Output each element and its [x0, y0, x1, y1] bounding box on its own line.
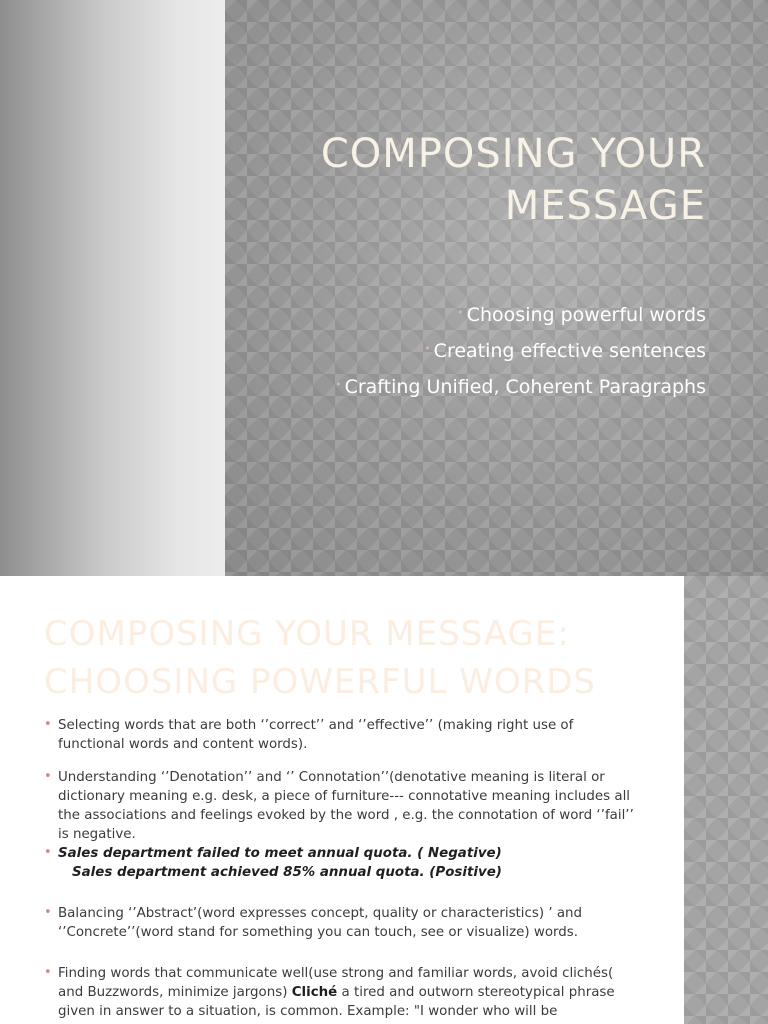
- bullet-item: • Balancing ‘’Abstract’(word expresses concept, quality or characteristics) ’ and ‘’Concrete’’(word stand for something you can touch, see or visualize) words.: [44, 905, 583, 940]
- example-positive-line: [44, 863, 642, 882]
- bullet-icon: •: [335, 378, 342, 391]
- bullet-icon: •: [44, 769, 52, 784]
- bullet-icon: •: [44, 905, 52, 920]
- slide-1-gradient-panel: [0, 0, 225, 576]
- bullet-item: • Selecting words that are both ‘’correct’’ and ‘’effective’’ (making right use of functional words and content words).: [44, 717, 574, 752]
- slide-1-bullet-list: [246, 296, 706, 404]
- bullet-icon: •: [424, 342, 431, 355]
- bullet-icon: •: [44, 845, 52, 860]
- example-positive: Sales department achieved 85% annual quota. (Positive): [72, 865, 502, 880]
- slide-2-body: [44, 716, 642, 1021]
- bullet-item: • Understanding ‘’Denotation’’ and ‘’ Connotation’’(denotative meaning is literal or dictionary meaning e.g. desk, a piece of furniture--- connotative meaning includes all the associations and feelings evoked by the word , e.g. the connotation of word ‘’fail’’ is negative.: [44, 769, 634, 842]
- bullet-item: [44, 844, 642, 863]
- bullet-icon: •: [44, 965, 52, 980]
- cliche-term: Cliché: [291, 985, 338, 1000]
- bullet-icon: •: [44, 717, 52, 732]
- slide-1-bullet-item: • Choosing powerful words: [457, 304, 706, 326]
- slide-2-pattern-strip: [684, 576, 768, 1024]
- slide-1-pattern-panel: [225, 0, 768, 576]
- slide-2-title: COMPOSING YOUR MESSAGE: CHOOSING POWERFUL WORDS: [44, 614, 596, 702]
- slide-2: [0, 576, 768, 1024]
- slide-1-bullet-item: • Creating effective sentences: [424, 340, 706, 362]
- example-negative: Sales department failed to meet annual quota. ( Negative): [58, 846, 502, 861]
- slide-1-bullet-item: • Crafting Unified, Coherent Paragraphs: [335, 376, 706, 398]
- bullet-icon: •: [457, 306, 464, 319]
- bullet-item: • Finding words that communicate well(use strong and familiar words, avoid clichés( and Buzzwords, minimize jargons) Cliché a tired and outworn stereotypical phrase given in answer to a situation, is common. Example: "I wonder who will be: [44, 965, 615, 1019]
- slide-1-title: COMPOSING YOUR MESSAGE: [320, 131, 706, 229]
